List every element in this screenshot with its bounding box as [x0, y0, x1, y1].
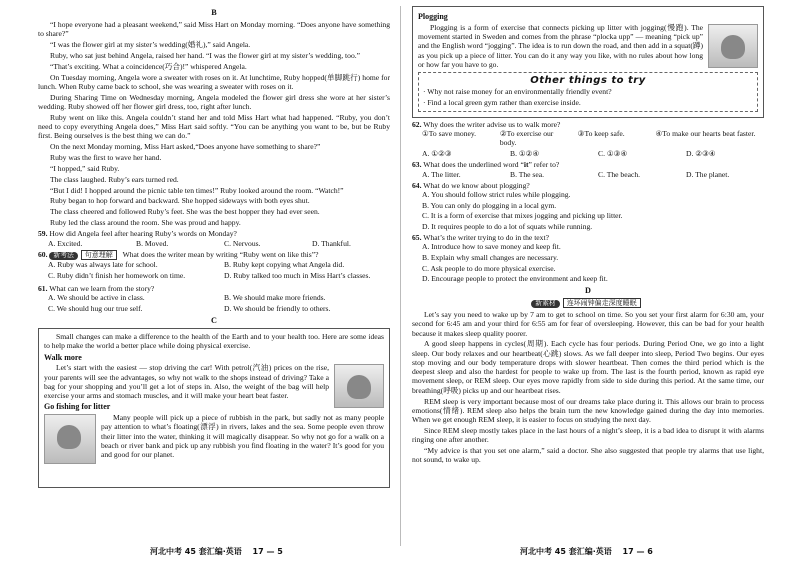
option-c[interactable]: C. We should hug our true self. [48, 303, 143, 313]
option-d[interactable]: D. ②③④ [686, 149, 716, 159]
question-number: 61. [38, 283, 48, 293]
question-63 [412, 160, 764, 169]
choice-3: ③To keep safe. [577, 129, 625, 139]
choice-1: ①To save money. [422, 129, 477, 139]
other-item-2: · Find a local green gym rather than exercise inside. [423, 98, 581, 108]
plogging-heading: Plogging [418, 12, 448, 21]
option-c[interactable]: C. The beach. [598, 169, 641, 179]
question-number: 59. [38, 229, 48, 239]
passage-b-para-9: Ruby was the first to wave her hand. [50, 153, 162, 162]
question-number: 62. [412, 119, 422, 129]
passage-b-para-15: Ruby led the class around the room. She was proud and happy. [50, 218, 241, 228]
option-b[interactable]: B. We should make more friends. [224, 292, 326, 302]
river-litter-image [44, 414, 96, 464]
section-d-heading: D [585, 285, 591, 295]
passage-b-para-2: “I was the flower girl at my sister’s wedding(婚礼),” said Angela. [50, 40, 251, 50]
option-b[interactable]: B. Moved. [136, 238, 169, 248]
option-b[interactable]: B. Explain why small changes are necessary. [422, 253, 559, 263]
passage-b-para-14: The class cheered and followed Ruby’s feet. She was the best hopper they had ever seen. [50, 207, 320, 217]
plogging-box [412, 6, 764, 118]
option-b[interactable]: B. ①②④ [510, 149, 540, 159]
option-b[interactable]: B. Ruby kept copying what Angela did. [224, 260, 345, 270]
section-c-heading: C [211, 316, 217, 326]
option-d[interactable]: D. The planet. [686, 169, 730, 179]
question-number: 65. [412, 233, 422, 243]
option-a[interactable]: A. Excited. [48, 238, 83, 248]
page-divider [400, 6, 401, 546]
q62-options [412, 149, 764, 158]
question-text: How did Angela feel after hearing Ruby’s words on Monday? [49, 229, 237, 239]
footer-page-number: 17 — 5 [252, 547, 283, 556]
question-61 [38, 284, 390, 293]
passage-b-para-3: Ruby, who sat just behind Angela, raised her hand. “I was the flower girl at my sister’s wedding, too.” [50, 50, 361, 60]
passage-b-para-11: The class laughed. Ruby’s ears turned red. [50, 174, 179, 184]
new-material-badge: 新素材 [531, 300, 559, 308]
walk-more-heading: Walk more [44, 352, 82, 362]
q64-options [412, 190, 764, 231]
question-60 [38, 250, 390, 261]
option-a[interactable]: A. Ruby was always late for school. [48, 260, 158, 270]
plogging-text: Plogging is a form of exercise that connects picking up litter with jogging(慢跑). The movement started in Sweden and comes from the phrase “plocka upp” — meaning “pick up” and the English word “jogging”. The idea is to run down the road, and then add in a squat(蹲) as you pick up a piece of litter. You can do it any way you like, with no rules about how long or how far you have to go. [418, 22, 703, 69]
question-64 [412, 181, 764, 190]
question-keyword: it [523, 160, 529, 170]
q65-options [412, 242, 764, 283]
option-a[interactable]: A. You should follow strict rules while plogging. [422, 190, 571, 200]
question-text: What does the writer mean by writing “Ruby went on like this”? [122, 249, 319, 259]
question-text: What’s the writer trying to do in the text? [423, 233, 549, 243]
option-c[interactable]: C. Nervous. [224, 238, 261, 248]
section-b-heading: B [211, 8, 217, 17]
question-text: Why does the writer advise us to walk more? [423, 119, 561, 129]
passage-d-para-5: “My advice is that you set one alarm,” said a doctor. She also suggested that people try alarms that use light, not sound, to wake up. [412, 446, 764, 465]
question-65 [412, 233, 764, 242]
question-text-pre: What does the underlined word “ [423, 160, 524, 170]
left-page [38, 6, 390, 488]
option-a[interactable]: A. We should be active in class. [48, 292, 145, 302]
passage-b-para-1: “I hope everyone had a pleasant weekend,” said Miss Hart on Monday morning. “Does anyone have something to share?” [38, 20, 390, 39]
question-text-post: ” refer to? [528, 160, 560, 170]
passage-b-para-12: “But I did! I hopped around the picnic table ten times!” Ruby looked around the room. “Watch!” [50, 185, 344, 195]
option-d[interactable]: D. It requires people to do a lot of squats while running. [422, 221, 593, 231]
section-d-badges [412, 298, 764, 309]
choice-2: ②To exercise our body. [499, 129, 554, 148]
option-b[interactable]: B. You can only do plogging in a local gym. [422, 200, 557, 210]
option-b[interactable]: B. The sea. [510, 169, 545, 179]
q60-options [38, 260, 390, 281]
question-59 [38, 229, 390, 238]
passage-d-para-2: A good sleep happens in cycles(周期). Each cycle has four periods. During Period One, we go into a light sleep. Our body relaxes and our heartbeat(心跳) slows. As we fall deeper into sleep, Period Two begins. Our eyes stop moving and our body temperature drops with slower heartbeat. Then comes the third period which is the deepest sleep and also the hardest for people to wake up from. The last is the fourth period, known as rapid eye movement sleep, or REM sleep. Our eyes move rapidly from side to side during this period. At the same time, our breathing(呼吸) picks up and our heartbeat rises. [412, 339, 764, 395]
passage-c-box [38, 328, 390, 488]
passage-d-para-4: Since REM sleep mostly takes place in the last hours of a night’s sleep, it is a bad idea to disrupt it with alarms ringing one after another. [412, 425, 764, 445]
fishing-heading: Go fishing for litter [44, 402, 111, 412]
passage-b-para-10: “I hopped,” said Ruby. [50, 163, 120, 173]
passage-d-para-1: Let’s say you need to wake up by 7 am to get to school on time. So you set your first alarm for 6:30 am, your second for 6:45 am and your third for 6:55 am for fear of oversleeping. However, this can be bad for your health because it makes sleep quality poorer. [412, 310, 764, 338]
right-footer [520, 547, 653, 557]
new-format-badge: 新考法 [49, 252, 77, 260]
passage-b-para-13: Ruby began to hop forward and backward. She hopped sideways with both eyes shut. [50, 196, 310, 206]
passage-b-para-5: On Tuesday morning, Angela wore a sweater with roses on it. At lunchtime, Ruby hopped(单脚跳行) home for lunch. When Ruby came back to school, she was wearing a sweater with roses on it. [38, 72, 390, 91]
option-c[interactable]: C. Ask people to do more physical exercise. [422, 263, 556, 273]
question-text: What do we know about plogging? [423, 180, 530, 190]
q62-choices [412, 129, 764, 148]
option-c[interactable]: C. ①③④ [598, 149, 628, 159]
question-62 [412, 120, 764, 129]
other-things-box [418, 72, 758, 112]
question-number: 63. [412, 160, 422, 170]
passage-c-intro: Small changes can make a difference to the health of the Earth and to your health too. Here are some ideas to help make the world a better place while doing physical exercise. [44, 332, 384, 351]
topic-badge: 连环闹钟偏走深度睡眠 [563, 298, 641, 309]
q59-options [38, 239, 390, 248]
question-text: What can we learn from the story? [49, 283, 155, 293]
other-things-title: Other things to try [530, 75, 646, 86]
question-number: 64. [412, 180, 422, 190]
footer-book-title: 河北中考 45 套汇编·英语 [150, 547, 242, 556]
footer-page-number: 17 — 6 [622, 547, 653, 556]
option-c[interactable]: C. It is a form of exercise that mixes jogging and picking up litter. [422, 211, 623, 221]
passage-b-para-8: On the next Monday morning, Miss Hart asked,“Does anyone have something to share?” [50, 142, 321, 152]
option-a[interactable]: A. The litter. [422, 169, 461, 179]
passage-b-para-6: During Sharing Time on Wednesday morning, Angela modeled the flower girl dress she wore at her sister’s wedding. Ruby showed off her flower girl dress, too, right after lunch. [38, 92, 390, 111]
fishing-text: Many people will pick up a piece of rubbish in the park, but sadly not as many people pay attention to what’s floating(漂浮) in rivers, lakes and the sea. Some people even throw their litter into the water, thinking it will magically disappear. So why not go for a walk on a beach or river bank and pick up any rubbish you find floating in the water? It’s good for you and good for our planet. [101, 413, 384, 460]
right-page [412, 6, 764, 466]
question-type-badge: 句意理解 [81, 250, 117, 261]
q61-options [38, 293, 390, 314]
passage-b-para-4: “That’s exciting. What a coincidence(巧合)!” whispered Angela. [50, 61, 247, 71]
choice-4: ④To make our hearts beat faster. [655, 129, 756, 139]
footer-book-title: 河北中考 45 套汇编·英语 [520, 547, 612, 556]
option-d[interactable]: D. Ruby talked too much in Miss Hart’s classes. [224, 270, 371, 280]
option-d[interactable]: D. Encourage people to protect the environment and keep fit. [422, 274, 608, 284]
left-footer [150, 547, 283, 557]
q63-options [412, 170, 764, 179]
option-a[interactable]: A. Introduce how to save money and keep fit. [422, 242, 561, 252]
question-number: 60. [38, 249, 48, 259]
other-item-1: · Why not raise money for an environmentally friendly event? [423, 87, 612, 97]
option-a[interactable]: A. ①②③ [422, 149, 452, 159]
passage-b-para-7: Ruby went on like this. Angela couldn’t stand her and told Miss Hart what had happened. “Ruby, you don’t need to copy everything Angela does,” Miss Hart said softly. “You can be anything you want to be, but be Ruby first. Being ourselves is the best thing we can do.” [38, 112, 390, 141]
shopping-bag-image [334, 364, 384, 408]
option-c[interactable]: C. Ruby didn’t finish her homework on time. [48, 270, 186, 280]
option-d[interactable]: D. We should be friendly to others. [224, 303, 331, 313]
walk-more-text: Let’s start with the easiest — stop driving the car! With petrol(汽油) prices on the rise, your parents will see the advantages, so why not walk to the shops instead of driving? Take a bag for your shopping and you’ll get a lot of steps in. Also, the weight of the bag will help exercise your arms and stomach muscles, and it will make your heart beat faster. [44, 363, 329, 401]
passage-d-para-3: REM sleep is very important because most of our dreams take place during it. This allows our brain to process emotions(情绪). REM sleep also helps the brain turn the new knowledge gained during the day into memories. When we get enough REM sleep, it is easier to focus on studying the next day. [412, 396, 764, 425]
option-d[interactable]: D. Thankful. [312, 238, 351, 248]
plogging-image [708, 24, 758, 68]
